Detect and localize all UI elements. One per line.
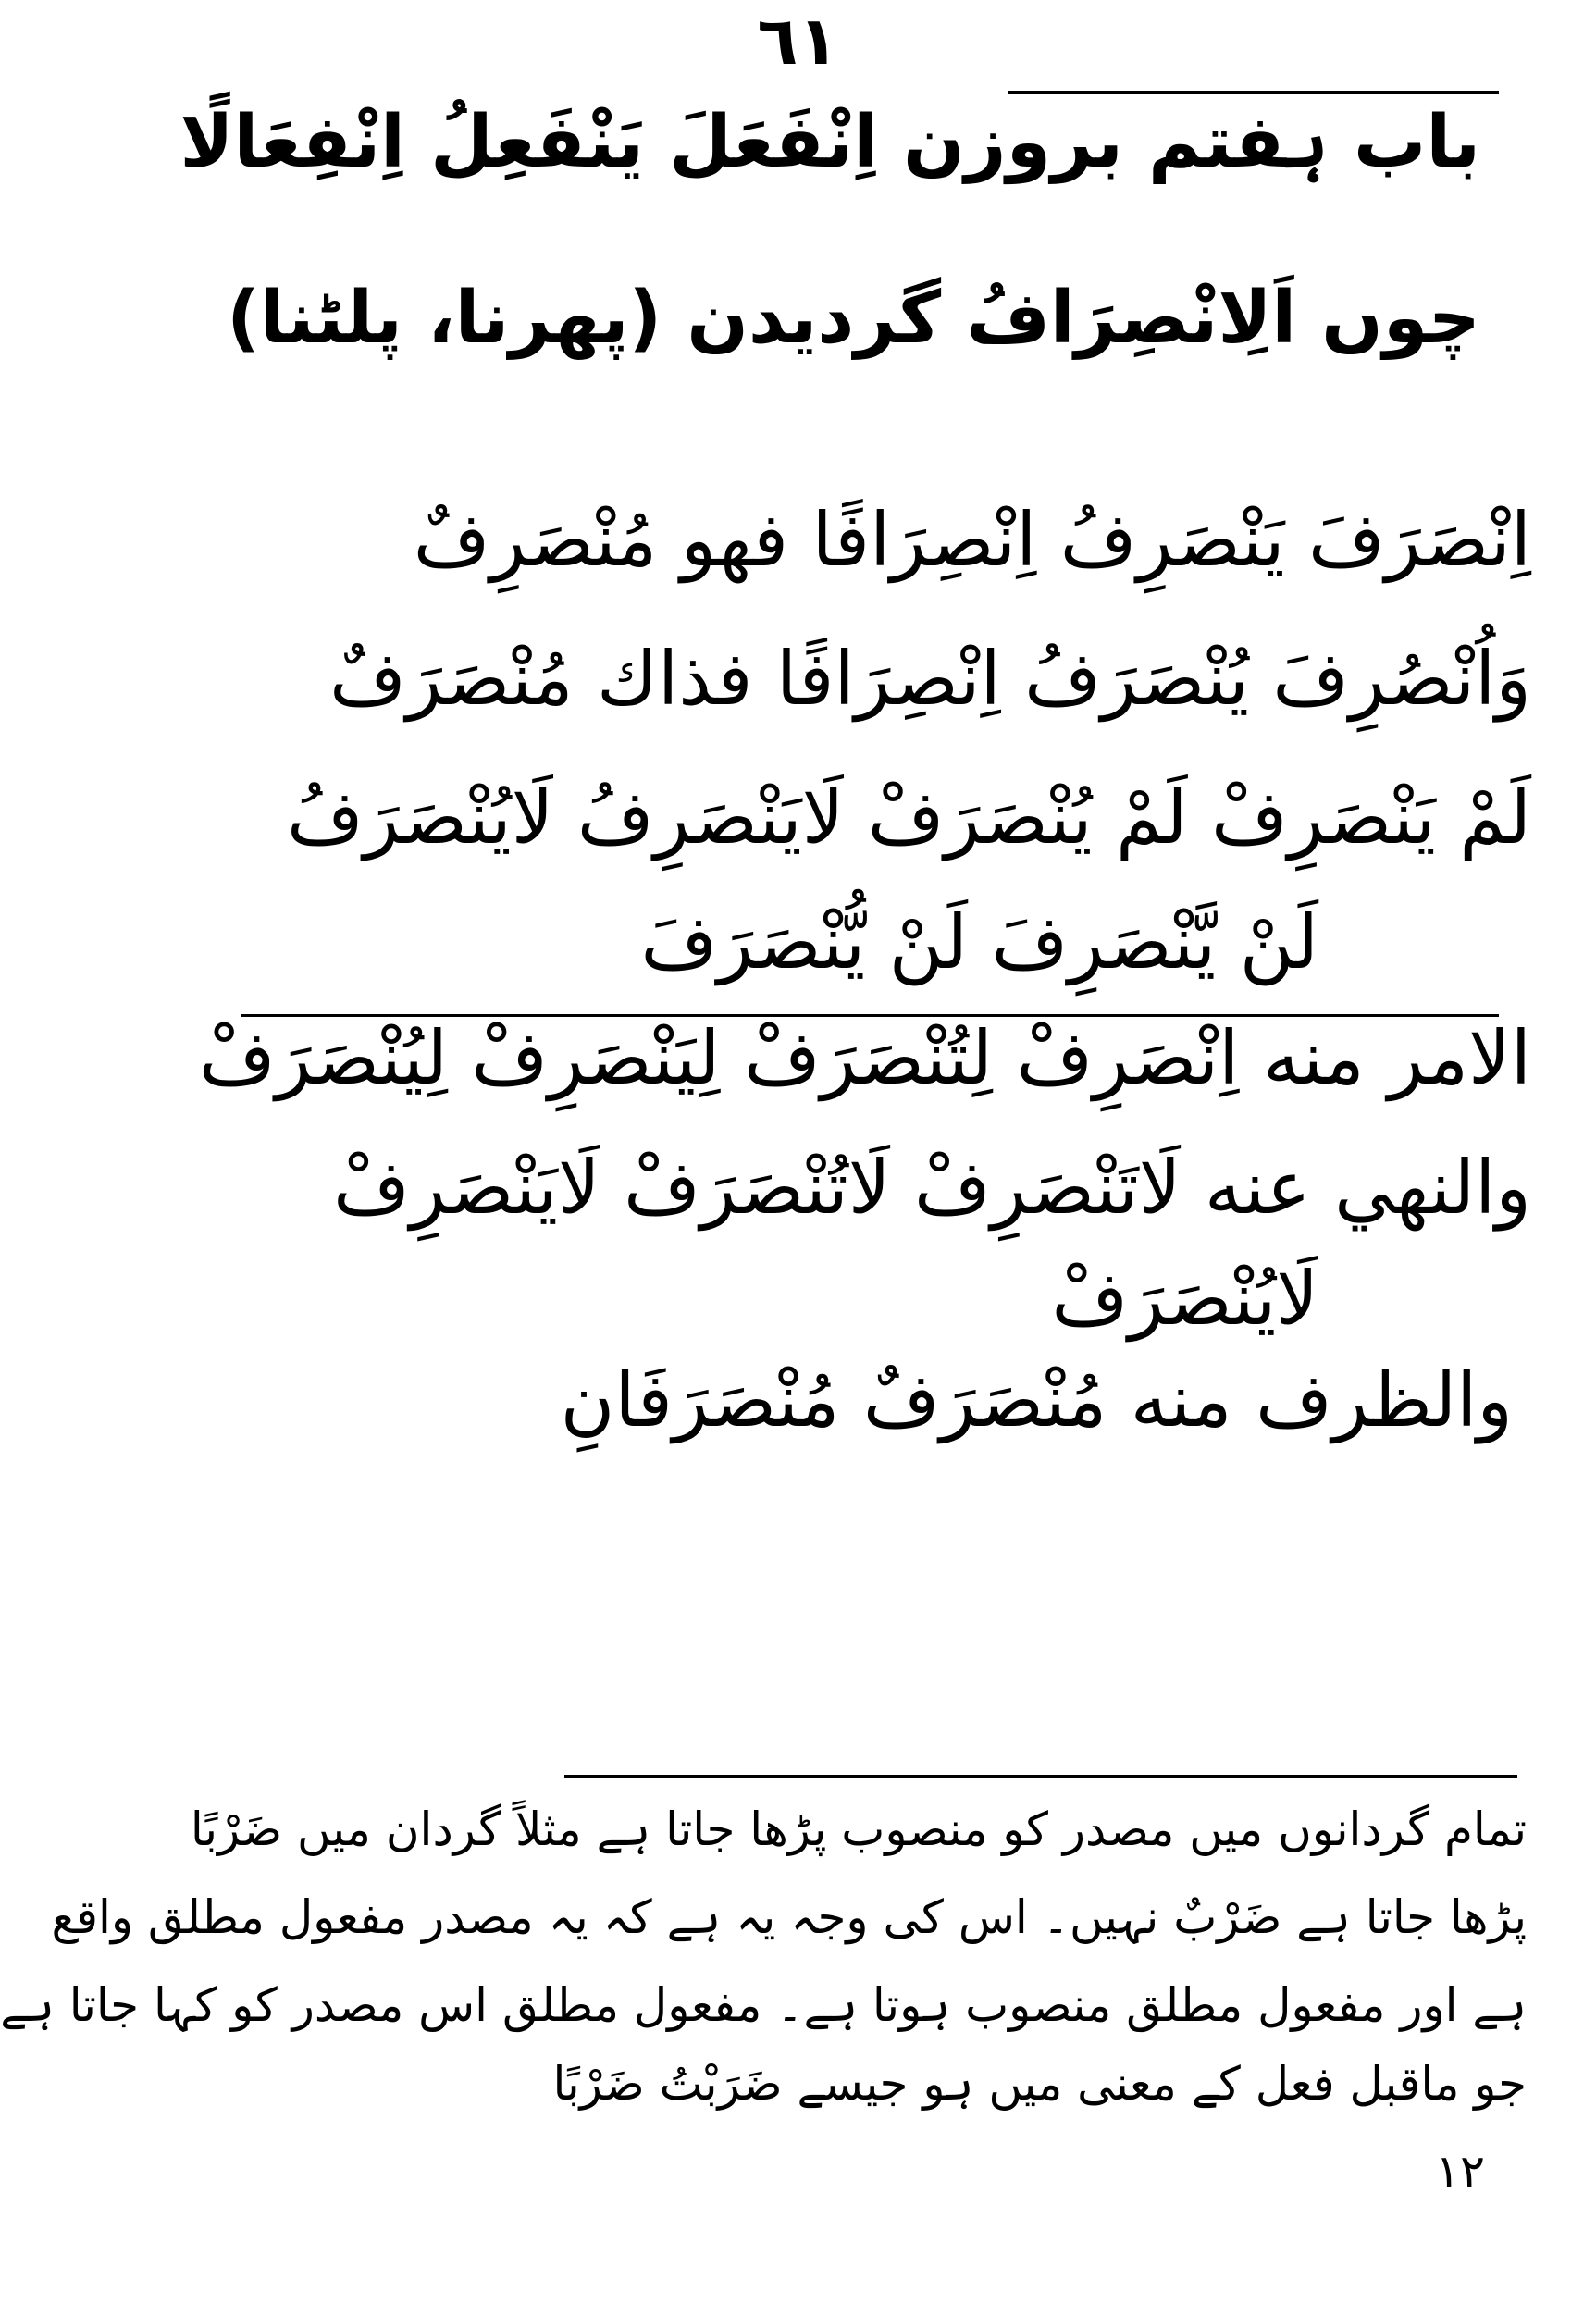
conjugation-line: لَنْ یَّنْصَرِفَ لَنْ یُّنْصَرَفَ	[640, 899, 1318, 985]
footnote-separator	[564, 1775, 1517, 1778]
conjugation-line: لَایُنْصَرَفْ	[1051, 1256, 1318, 1342]
footnote-line: تمام گردانوں میں مصدر کو منصوب پڑھا جاتا ہے مثلاً گردان میں ضَرْبًا	[190, 1802, 1527, 1856]
conjugation-line: والظرف منه مُنْصَرَفٌ مُنْصَرَفَانِ	[560, 1357, 1513, 1443]
footnote-reference-number: ۱۲	[1435, 2145, 1485, 2199]
page-number: ٦١	[757, 2, 839, 80]
footnote-line: جو ماقبل فعل کے معنی میں ہو جیسے ضَرَبْتُ ضَرْبًا	[552, 2057, 1527, 2111]
footnote-line: پڑھا جاتا ہے ضَرْبٌ نہیں۔ اس کی وجہ یہ ہے کہ یہ مصدر مفعول مطلق واقع	[51, 1890, 1527, 1944]
conjugation-line: وَاُنْصُرِفَ یُنْصَرَفُ اِنْصِرَافًا فذاك مُنْصَرَفٌ	[329, 636, 1531, 722]
top-rule	[1008, 91, 1499, 94]
conjugation-line: الامر منه اِنْصَرِفْ لِتُنْصَرَفْ لِیَنْصَرِفْ لِیُنْصَرَفْ	[198, 1015, 1531, 1101]
footnote-line: ہے اور مفعول مطلق منصوب ہوتا ہے۔ مفعول مطلق اس مصدر کو کہا جاتا ہے	[0, 1978, 1527, 2032]
chapter-title: باب ہفتم بروزن اِنْفَعَلَ یَنْفَعِلُ اِنْفِعَالًا	[179, 101, 1480, 184]
conjugation-line: والنهي عنه لَاتَنْصَرِفْ لَاتُنْصَرَفْ لَایَنْصَرِفْ	[333, 1145, 1531, 1231]
conjugation-line: اِنْصَرَفَ یَنْصَرِفُ اِنْصِرَافًا فهو مُنْصَرِفٌ	[413, 497, 1531, 583]
chapter-subtitle: چوں اَلِانْصِرَافُ گردیدن (پھرنا، پلٹنا)	[227, 277, 1480, 360]
conjugation-line: لَمْ یَنْصَرِفْ لَمْ یُنْصَرَفْ لَایَنْصَرِفُ لَایُنْصَرَفُ	[286, 774, 1531, 861]
